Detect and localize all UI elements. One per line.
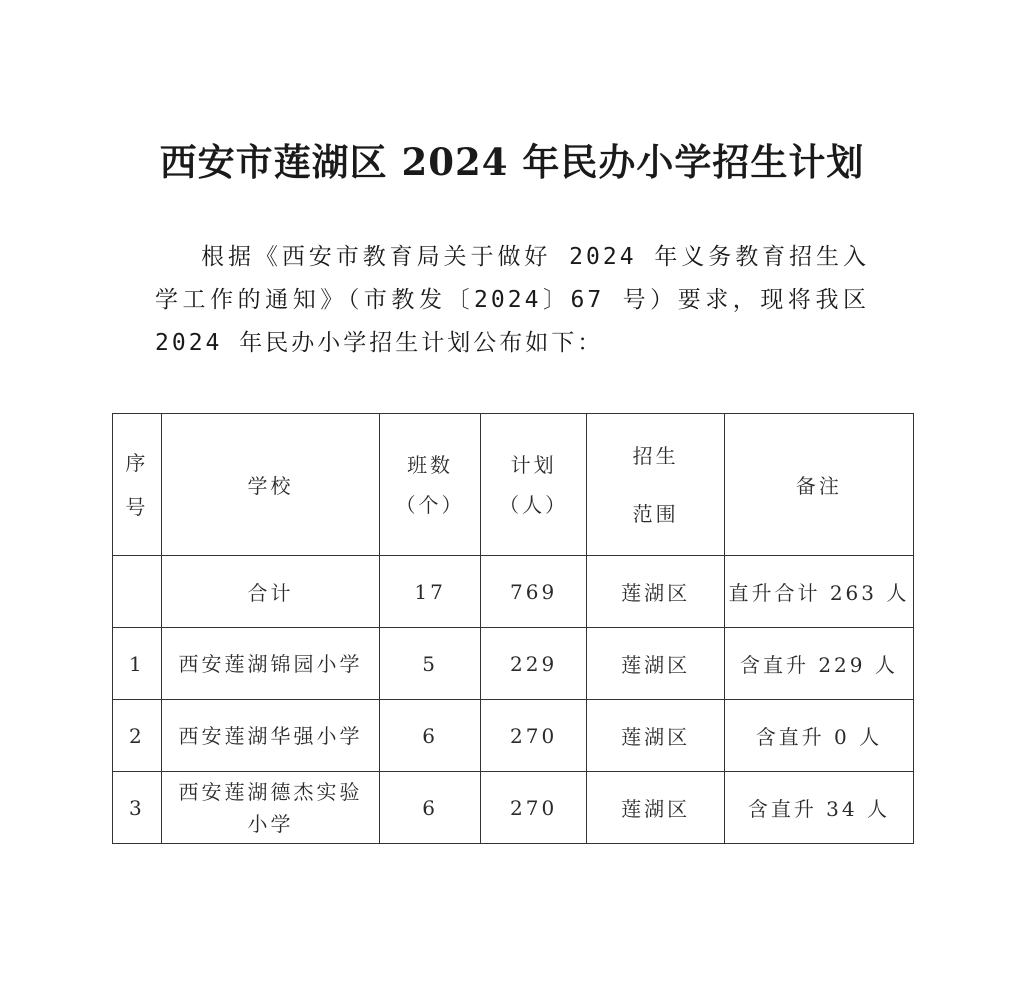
row-note: 含直升 34 人 xyxy=(724,772,913,844)
row-school xyxy=(161,628,380,700)
row-school xyxy=(161,772,380,844)
row-school-text: 西安莲湖德杰实验小学 xyxy=(178,779,363,836)
total-label: 合计 xyxy=(161,556,380,628)
document-title: 西安市莲湖区 2024 年民办小学招生计划 xyxy=(159,140,865,184)
table-row xyxy=(113,772,914,844)
total-index-cell xyxy=(113,556,162,628)
total-note: 直升合计 263 人 xyxy=(724,556,913,628)
header-range-line1: 招生 xyxy=(632,443,679,468)
row-classes: 6 xyxy=(380,700,481,772)
header-index-line2: 号 xyxy=(125,494,149,519)
row-index: 2 xyxy=(113,700,162,772)
table-row xyxy=(113,628,914,700)
header-index xyxy=(113,414,162,556)
table-header-row xyxy=(113,414,914,556)
row-plan: 270 xyxy=(480,772,587,844)
total-classes: 17 xyxy=(380,556,481,628)
row-classes: 5 xyxy=(380,628,481,700)
row-classes: 6 xyxy=(380,772,481,844)
row-school xyxy=(161,700,380,772)
row-range: 莲湖区 xyxy=(587,628,724,700)
row-note: 含直升 0 人 xyxy=(724,700,913,772)
header-plan-line1: 计划 xyxy=(510,452,557,477)
header-plan xyxy=(480,414,587,556)
row-note: 含直升 229 人 xyxy=(724,628,913,700)
header-school: 学校 xyxy=(161,414,380,556)
row-index: 1 xyxy=(113,628,162,700)
total-plan: 769 xyxy=(480,556,587,628)
row-plan: 229 xyxy=(480,628,587,700)
header-classes xyxy=(380,414,481,556)
header-range-line2: 范围 xyxy=(632,501,679,526)
row-school-text: 西安莲湖锦园小学 xyxy=(178,651,363,676)
header-plan-line2: （人） xyxy=(499,492,569,517)
row-plan: 270 xyxy=(480,700,587,772)
row-range: 莲湖区 xyxy=(587,772,724,844)
intro-paragraph: 根据《西安市教育局关于做好 2024 年义务教育招生入学工作的通知》（市教发〔2024〕67 号）要求，现将我区 2024 年民办小学招生计划公布如下： xyxy=(155,244,869,356)
table-row xyxy=(113,700,914,772)
total-range: 莲湖区 xyxy=(587,556,724,628)
row-index: 3 xyxy=(113,772,162,844)
header-classes-line1: 班数 xyxy=(407,452,454,477)
row-school-text: 西安莲湖华强小学 xyxy=(178,723,363,748)
row-range: 莲湖区 xyxy=(587,700,724,772)
header-range xyxy=(587,414,724,556)
table-row-total xyxy=(113,556,914,628)
header-classes-line2: （个） xyxy=(395,492,465,517)
header-note: 备注 xyxy=(724,414,913,556)
header-index-line1: 序 xyxy=(125,450,149,475)
enrollment-plan-table xyxy=(112,413,914,844)
